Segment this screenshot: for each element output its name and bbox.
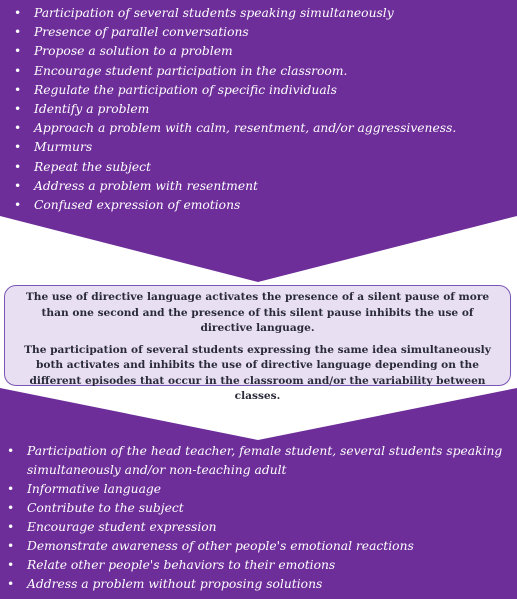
bullet-icon: • [14,25,22,40]
bullet-icon: • [14,44,22,59]
bullet-icon: • [7,444,15,458]
bottom-list-item-text: Contribute to the subject [27,501,184,515]
bullet-icon: • [7,520,15,534]
top-list-item [14,42,510,61]
top-list-item [14,119,510,138]
top-list-item-text: Murmurs [34,140,93,155]
top-list-item [14,138,510,157]
bottom-list-item-text: Relate other people's behaviors to their emotions [27,558,336,572]
top-list-item-text: Address a problem with resentment [34,178,258,193]
bottom-list-item [7,575,512,594]
bullet-icon: • [14,140,22,155]
top-list-item-text: Identify a problem [34,102,150,117]
finding-paragraph-2: The participation of several students expressing the same idea simultaneously both activates and inhibits the use of directive language depending on the different episodes that occur in the classroom and/or the variability between classes. [24,343,491,402]
bottom-list-item [7,442,512,480]
bullet-icon: • [7,482,15,496]
finding-paragraph-1: The use of directive language activates the presence of a silent pause of more than one second and the presence of this silent pause inhibits the use of directive language. [25,291,490,334]
bottom-list-item [7,537,512,556]
central-finding-box [4,285,511,402]
bullet-icon: • [14,102,22,117]
top-list-item [14,62,510,81]
top-factor-list [14,4,510,215]
bottom-list-item-text: Address a problem without proposing solutions [27,577,323,591]
top-list-item-text: Repeat the subject [34,159,151,174]
top-list-item-text: Regulate the participation of specific individuals [34,82,337,97]
bullet-icon: • [7,539,15,553]
bullet-icon: • [7,558,15,572]
bottom-list-item-text: Participation of the head teacher, female student, several students speaking simultaneously and/or non-teaching adult [27,444,503,477]
top-list-item-text: Participation of several students speaking simultaneously [34,6,394,20]
bullet-icon: • [14,63,22,78]
top-list-item [14,4,510,23]
top-list-item-text: Presence of parallel conversations [34,25,249,40]
top-list-item [14,81,510,100]
bullet-icon: • [7,577,15,591]
bottom-list-item [7,499,512,518]
bullet-icon: • [14,159,22,174]
bottom-list-item [7,480,512,499]
top-list-item-text: Encourage student participation in the classroom. [34,63,348,78]
bottom-list-item [7,518,512,537]
top-list-item [14,177,510,196]
bottom-list-item-text: Informative language [27,482,162,496]
bottom-list-item [7,556,512,575]
bullet-icon: • [14,6,22,20]
bullet-icon: • [14,82,22,97]
top-list-item-text: Approach a problem with calm, resentment, and/or aggressiveness. [34,121,457,136]
top-list-item [14,100,510,119]
top-list-item-text: Confused expression of emotions [34,198,241,213]
bullet-icon: • [7,501,15,515]
top-list-item [14,158,510,177]
bottom-factor-list [7,442,512,594]
bullet-icon: • [14,121,22,136]
bullet-icon: • [14,178,22,193]
bottom-list-item-text: Demonstrate awareness of other people's emotional reactions [27,539,414,553]
top-list-item [14,196,510,215]
top-list-item [14,23,510,42]
top-list-item-text: Propose a solution to a problem [34,44,233,59]
bullet-icon: • [14,198,22,213]
bottom-list-item-text: Encourage student expression [27,520,217,534]
